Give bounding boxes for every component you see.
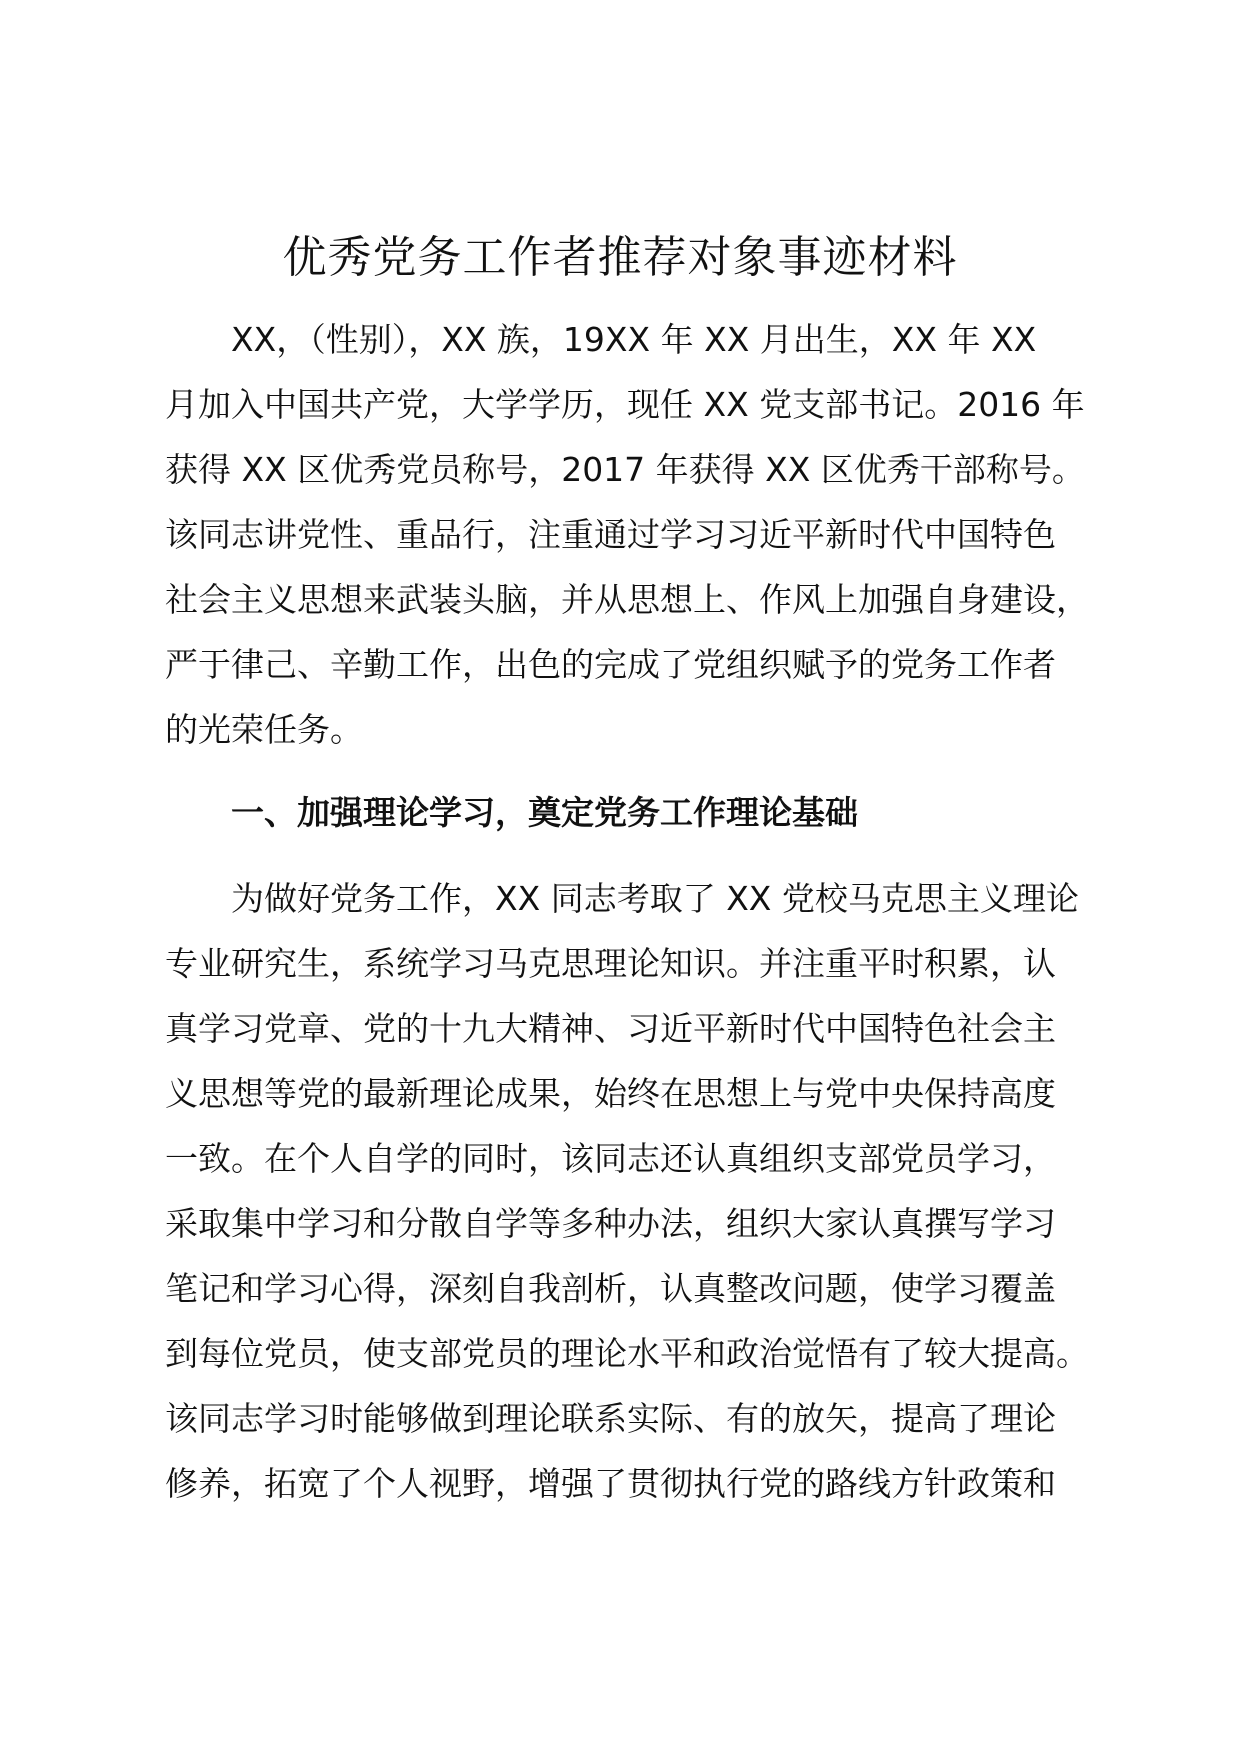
paragraph-line: 真学习党章、党的十九大精神、习近平新时代中国特色社会主 bbox=[165, 1009, 1056, 1048]
intro-paragraph bbox=[165, 307, 1089, 762]
paragraph-line: 笔记和学习心得，深刻自我剖析，认真整改问题，使学习覆盖 bbox=[165, 1269, 1056, 1308]
paragraph-line: 一致。在个人自学的同时，该同志还认真组织支部党员学习， bbox=[165, 1139, 1056, 1178]
paragraph-line: 该同志学习时能够做到理论联系实际、有的放矢，提高了理论 bbox=[165, 1399, 1056, 1438]
paragraph-line: 月加入中国共产党，大学学历，现任 XX 党支部书记。2016 年 bbox=[165, 385, 1085, 424]
paragraph-line: 专业研究生，系统学习马克思理论知识。并注重平时积累，认 bbox=[165, 944, 1056, 983]
paragraph-line: 采取集中学习和分散自学等多种办法，组织大家认真撰写学习 bbox=[165, 1204, 1056, 1243]
paragraph-line: 修养，拓宽了个人视野，增强了贯彻执行党的路线方针政策和 bbox=[165, 1464, 1056, 1503]
paragraph-line: 到每位党员，使支部党员的理论水平和政治觉悟有了较大提高。 bbox=[165, 1334, 1089, 1373]
section-heading bbox=[165, 780, 1085, 845]
section-heading-text: 一、加强理论学习，奠定党务工作理论基础 bbox=[231, 793, 858, 832]
paragraph-line: 的光荣任务。 bbox=[165, 710, 363, 749]
paragraph-line: 为做好党务工作，XX 同志考取了 XX 党校马克思主义理论 bbox=[231, 879, 1079, 918]
section-paragraph bbox=[165, 866, 1089, 1516]
document-title: 优秀党务工作者推荐对象事迹材料 bbox=[282, 232, 958, 283]
paragraph-line: 严于律己、辛勤工作，出色的完成了党组织赋予的党务工作者 bbox=[165, 645, 1056, 684]
paragraph-line: 该同志讲党性、重品行，注重通过学习习近平新时代中国特色 bbox=[165, 515, 1056, 554]
paragraph-line: 社会主义思想来武装头脑，并从思想上、作风上加强自身建设， bbox=[165, 580, 1089, 619]
paragraph-line: 义思想等党的最新理论成果，始终在思想上与党中央保持高度 bbox=[165, 1074, 1056, 1113]
paragraph-line: XX，（性别），XX 族，19XX 年 XX 月出生，XX 年 XX bbox=[231, 320, 1037, 359]
paragraph-line: 获得 XX 区优秀党员称号，2017 年获得 XX 区优秀干部称号。 bbox=[165, 450, 1085, 489]
